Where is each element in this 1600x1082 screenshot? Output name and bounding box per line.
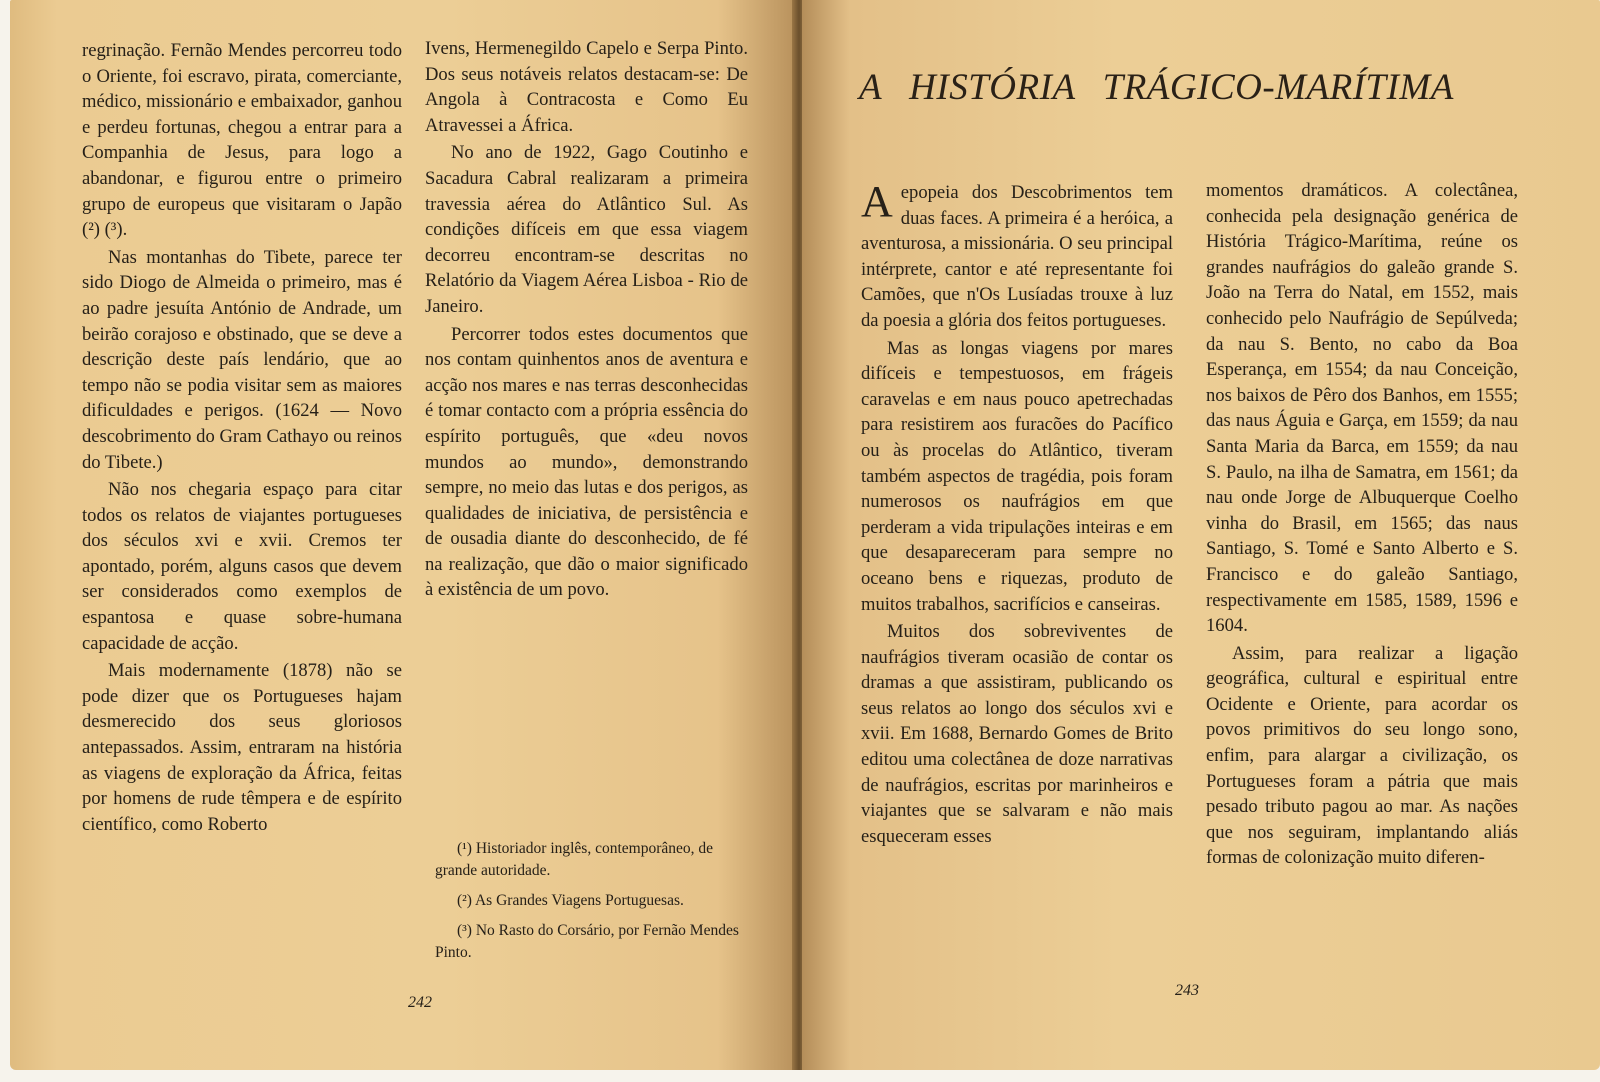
page-number-right: 243 xyxy=(1175,982,1199,999)
chapter-title: A HISTÓRIA TRÁGICO-MARÍTIMA xyxy=(859,67,1454,108)
paragraph-text: epopeia dos Descobrimentos tem duas faces. A primeira é a heróica, a aventurosa, a missionária. O seu principal intérprete, cantor e até representante foi Camões, que n'Os Lusíadas trouxe à luz da poesia a glória dos feitos portugueses. xyxy=(861,182,1173,331)
page-number-left: 242 xyxy=(408,994,432,1011)
paragraph: No ano de 1922, Gago Coutinho e Sacadura Cabral realizaram a primeira travessia aérea do Atlântico Sul. As condições difíceis em que essa viagem decorreu encontram-se descritas no Relatório da Viagem Aérea Lisboa - Rio de Janeiro. xyxy=(425,142,748,317)
paragraph-with-dropcap xyxy=(861,177,1173,334)
paragraph: Assim, para realizar a ligação geográfica, cultural e espiritual entre Ocidente e Oriente, para acordar os povos primitivos do seu longo sono, enfim, para alargar a civilização, os Portugueses foram a pátria que mais pesado tributo pagou ao mar. As nações que nos seguiram, implantando aliás formas de colonização muito diferen- xyxy=(1206,642,1518,869)
paragraph: Ivens, Hermenegildo Capelo e Serpa Pinto. Dos seus notáveis relatos destacam-se: De Angola à Contracosta e Como Eu Atravessei a África. xyxy=(425,38,748,136)
left-page xyxy=(10,0,796,1070)
footnote-1: (¹) Historiador inglês, contemporâneo, de grande autoridade. xyxy=(435,840,714,879)
left-column-2 xyxy=(425,36,748,603)
right-page xyxy=(802,0,1600,1070)
left-column-1 xyxy=(82,38,402,837)
paragraph: Mais modernamente (1878) não se pode dizer que os Portugueses hajam desmerecido dos seus gloriosos antepassados. Assim, entraram na história as viagens de exploração da África, feitas por homens de rude têmpera e de espírito científico, como Roberto xyxy=(82,660,402,835)
paragraph: Percorrer todos estes documentos que nos contam quinhentos anos de aventura e acção nos mares e nas terras desconhecidas é tomar contacto com a própria essência do espírito português, que «deu novos mundos ao mundo», demonstrando sempre, no meio das lutas e dos perigos, as qualidades de iniciativa, de persistência e de ousadia diante do desconhecido, de fé na realização, que dão o maior significado à existência de um povo. xyxy=(425,323,748,601)
drop-cap: A xyxy=(861,177,893,226)
paragraph: regrinação. Fernão Mendes percorreu todo o Oriente, foi escravo, pirata, comerciante, médico, missionário e embaixador, ganhou e perdeu fortunas, chegou a entrar para a Companhia de Jesus, para logo a abandonar, e figurou entre o primeiro grupo de europeus que visitaram o Japão (²) (³). xyxy=(82,40,402,241)
right-column-2 xyxy=(1206,178,1518,871)
paragraph: Muitos dos sobreviventes de naufrágios tiveram ocasião de contar os dramas a que assistiram, publicando os seus relatos ao longo dos séculos xvi e xvii. Em 1688, Bernardo Gomes de Brito editou uma colectânea de doze narrativas de naufrágios, escritas por marinheiros e viajantes que se salvaram e não mais esqueceram esses xyxy=(861,621,1173,847)
paragraph: Mas as longas viagens por mares difíceis e tempestuosos, em frágeis caravelas e em naus pouco apetrechadas para resistirem aos furacões do Pacífico ou às procelas do Atlântico, tiveram também aspectos de tragédia, pois foram numerosos os naufrágios em que perderam a vida tripulações inteiras e em que desapareceram para sempre no oceano bens e riquezas, produto de muitos trabalhos, sacrifícios e canseiras. xyxy=(861,337,1173,615)
footnotes xyxy=(435,838,757,972)
footnote-2: (²) As Grandes Viagens Portuguesas. xyxy=(457,892,684,909)
right-column-1 xyxy=(861,177,1173,849)
paragraph: momentos dramáticos. A colectânea, conhecida pela designação genérica de História Trágico-Marítima, reúne os grandes naufrágios do galeão grande S. João na Terra do Natal, em 1552, mais conhecido pelo Naufrágio de Sepúlveda; da nau S. Bento, no cabo da Boa Esperança, em 1554; da nau Conceição, nos baixos de Pêro dos Banhos, em 1555; das naus Águia e Garça, em 1559; da nau Santa Maria da Barca, em 1559; da nau S. Paulo, na ilha de Samatra, em 1561; da nau onde Jorge de Albuquerque Coelho vinha do Brasil, em 1565; das naus Santiago, S. Tomé e Santo Alberto e S. Francisco e do galeão Santiago, respectivamente em 1585, 1589, 1596 e 1604. xyxy=(1206,180,1518,637)
paragraph: Não nos chegaria espaço para citar todos os relatos de viajantes portugueses dos séculos xvi e xvii. Cremos ter apontado, porém, alguns casos que devem ser considerados como exemplos de espantosa e quase sobre-humana capacidade de acção. xyxy=(82,479,402,654)
paragraph: Nas montanhas do Tibete, parece ter sido Diogo de Almeida o primeiro, mas é ao padre jesuíta António de Andrade, um beirão corajoso e obstinado, que se deve a descrição deste país lendário, que ao tempo não se podia visitar sem as maiores dificuldades e perigos. (1624 — Novo descobrimento do Gram Cathayo ou reinos do Tibete.) xyxy=(82,246,402,473)
footnote-3: (³) No Rasto do Corsário, por Fernão Mendes Pinto. xyxy=(435,922,739,961)
